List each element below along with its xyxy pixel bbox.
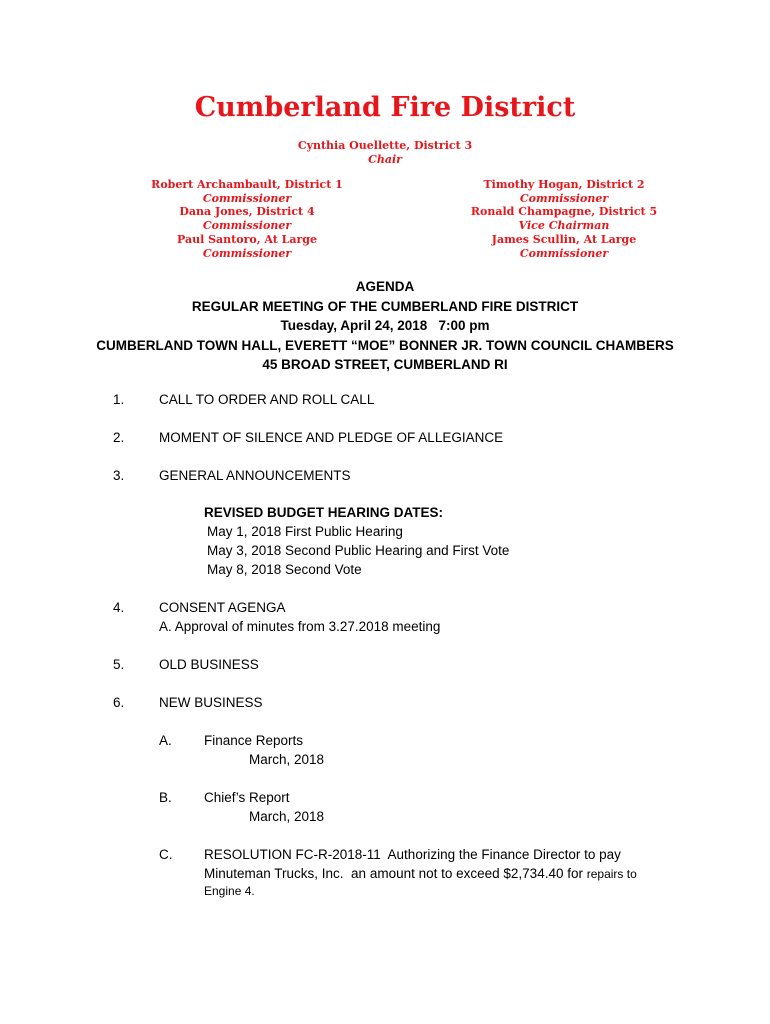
item-number: 6. — [113, 695, 125, 710]
item-number: 4. — [113, 600, 125, 615]
item-text: RESOLUTION FC-R-2018-11 Authorizing the Finance Director to pay — [204, 847, 621, 862]
resolution-text: Minuteman Trucks, Inc. an amount not to exceed $2,734.40 for — [204, 866, 587, 881]
budget-date: May 1, 2018 First Public Hearing — [207, 524, 403, 539]
item-number: 1. — [113, 392, 125, 407]
commissioner-name: Ronald Champagne, District 5 — [470, 205, 658, 219]
item-letter: C. — [159, 847, 173, 862]
commissioner-role: Vice Chairman — [518, 219, 610, 233]
item-text: NEW BUSINESS — [159, 695, 263, 710]
commissioner-name: Timothy Hogan, District 2 — [483, 178, 645, 191]
item-text: OLD BUSINESS — [159, 657, 259, 672]
budget-date: May 3, 2018 Second Public Hearing and First Vote — [207, 543, 510, 558]
item-detail: March, 2018 — [249, 752, 325, 767]
commissioner-role: Commissioner — [519, 246, 609, 260]
commissioner-role: Commissioner — [202, 219, 292, 233]
item-text: CALL TO ORDER AND ROLL CALL — [159, 392, 375, 407]
chair-role: Chair — [368, 153, 402, 166]
district-title: Cumberland Fire District — [194, 92, 576, 123]
commissioner-role: Commissioner — [519, 191, 609, 205]
meeting-location: CUMBERLAND TOWN HALL, EVERETT “MOE” BONNER JR. TOWN COUNCIL CHAMBERS — [96, 337, 674, 353]
item-text: MOMENT OF SILENCE AND PLEDGE OF ALLEGIANCE — [159, 430, 504, 445]
agenda-header — [0, 277, 770, 375]
commissioner-name: Dana Jones, District 4 — [179, 205, 315, 219]
chair-name: Cynthia Ouellette, District 3 — [297, 139, 473, 152]
commissioners-right-column — [424, 178, 704, 260]
agenda-title: AGENDA — [355, 279, 415, 294]
item-detail: March, 2018 — [249, 809, 325, 824]
item-text: GENERAL ANNOUNCEMENTS — [159, 468, 351, 483]
budget-date: May 8, 2018 Second Vote — [207, 562, 362, 577]
item-number: 5. — [113, 657, 125, 672]
commissioner-name: James Scullin, At Large — [491, 232, 637, 246]
budget-heading: REVISED BUDGET HEARING DATES: — [204, 505, 444, 520]
item-text: CONSENT AGENGA — [159, 600, 286, 615]
item-text: Finance Reports — [204, 733, 304, 748]
commissioners-left-column — [107, 178, 387, 260]
item-letter: A. — [159, 733, 172, 748]
commissioner-role: Commissioner — [202, 246, 292, 260]
commissioner-name: Robert Archambault, District 1 — [151, 178, 343, 191]
resolution-line-2 — [204, 864, 637, 884]
item-number: 3. — [113, 468, 125, 483]
item-number: 2. — [113, 430, 125, 445]
meeting-address: 45 BROAD STREET, CUMBERLAND RI — [262, 357, 508, 372]
meeting-date: Tuesday, April 24, 2018 7:00 pm — [280, 318, 490, 333]
meeting-name: REGULAR MEETING OF THE CUMBERLAND FIRE DISTRICT — [191, 298, 579, 314]
item-letter: B. — [159, 790, 172, 805]
resolution-text-small: repairs to — [586, 867, 637, 881]
commissioner-role: Commissioner — [202, 191, 292, 205]
consent-subitem: A. Approval of minutes from 3.27.2018 meeting — [159, 619, 441, 634]
commissioner-name: Paul Santoro, At Large — [177, 232, 317, 246]
resolution-line-3: Engine 4. — [204, 884, 255, 898]
chair-block — [0, 139, 770, 167]
item-text: Chief’s Report — [204, 790, 290, 805]
